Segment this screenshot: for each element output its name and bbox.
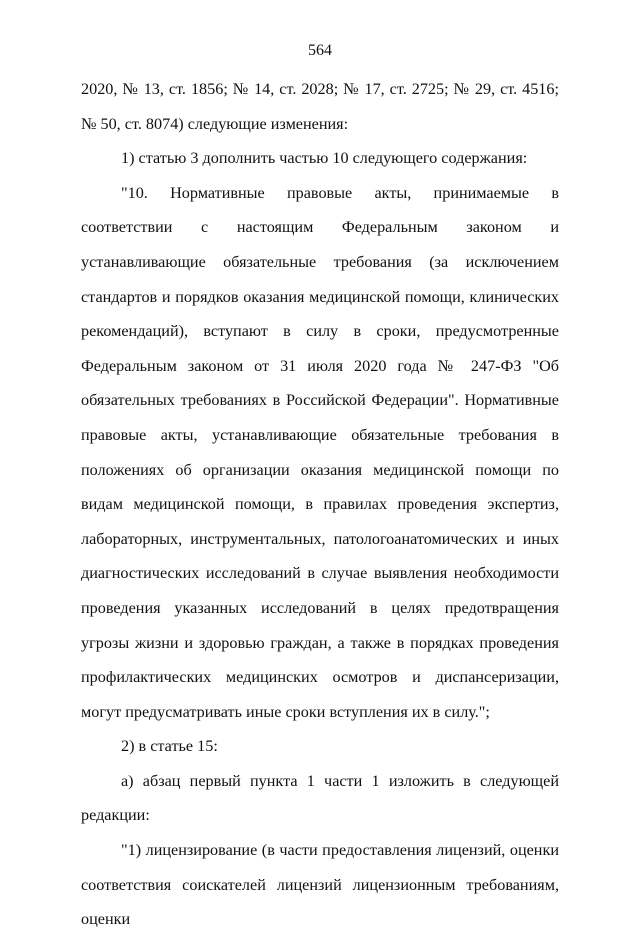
- paragraph-quote-licensing: "1) лицензирование (в части предоставления лицензий, оценки соответствия соискателей лицензий лицензионным требованиям, оценки: [81, 841, 559, 929]
- page-number: 564: [308, 42, 332, 59]
- document-body: [81, 72, 559, 937]
- paragraph-continuation: 2020, № 13, ст. 1856; № 14, ст. 2028; № 17, ст. 2725; № 29, ст. 4516; № 50, ст. 8074) следующие изменения:: [81, 80, 559, 133]
- paragraph-item-1: 1) статью 3 дополнить частью 10 следующего содержания:: [121, 149, 528, 168]
- paragraph-item-2: 2) в статье 15:: [121, 737, 218, 756]
- paragraph-subitem-a: а) абзац первый пункта 1 части 1 изложить в следующей редакции:: [81, 771, 559, 825]
- paragraph-quote-part-10: "10. Нормативные правовые акты, принимаемые в соответствии с настоящим Федеральным законом и устанавливающие обязательные требования (за исключением стандартов и порядков оказания медицинской помощи, клинических рекомендаций), вступают в силу в сроки, предусмотренные Федеральным законом от 31 июля 2020 года № 247-ФЗ "Об обязательных требованиях в Российской Федерации". Нормативные правовые акты, устанавливающие обязательные требования в положениях об организации оказания медицинской помощи по видам медицинской помощи, в правилах проведения экспертиз, лабораторных, инструментальных, патологоанатомических и иных диагностических исследований в случае выявления необходимости проведения указанных исследований в целях предотвращения угрозы жизни и здоровью граждан, а также в порядках проведения профилактических медицинских осмотров и диспансеризации, могут предусматривать иные сроки вступления их в силу.";: [81, 183, 559, 721]
